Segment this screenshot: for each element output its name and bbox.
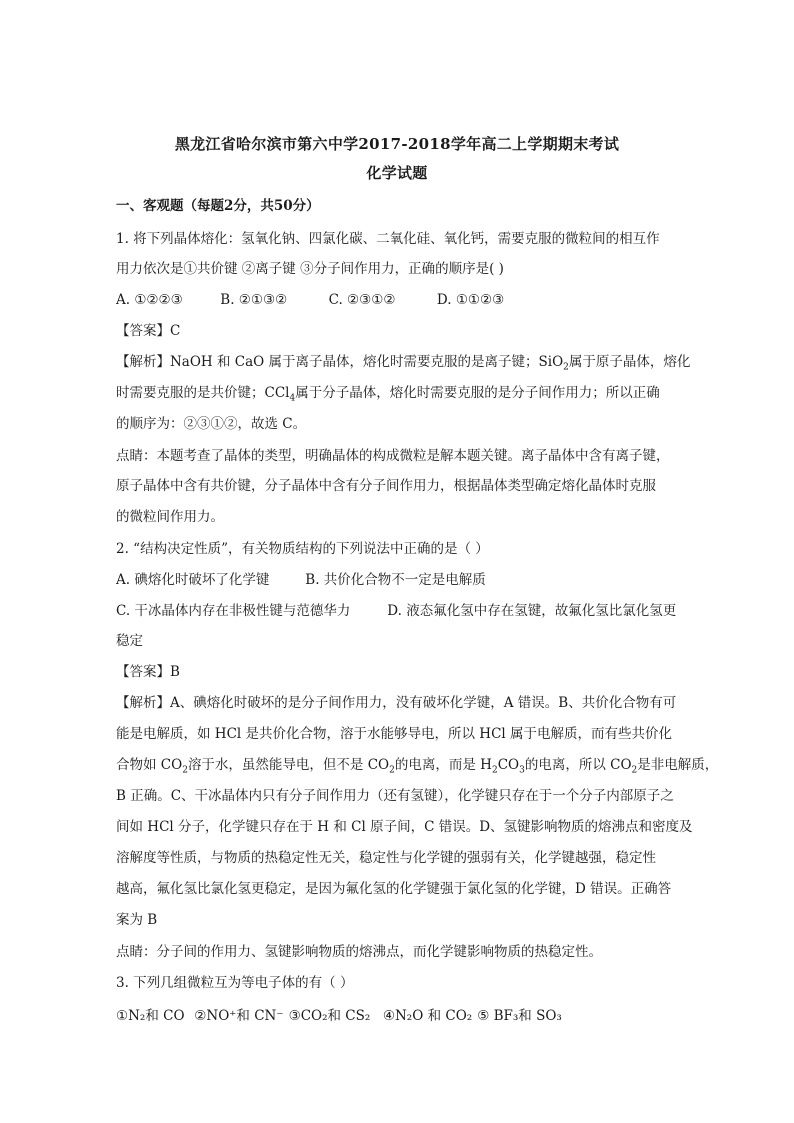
section-heading: 一、客观题（每题2分，共50分） xyxy=(116,198,320,214)
q1-stem-line-1: 1. 将下列晶体熔化：氢氧化钠、四氯化碳、二氧化硅、氧化钙，需要克服的微粒间的相互作 xyxy=(116,231,660,247)
q2-options-cd xyxy=(116,601,688,623)
q1-note-line-1: 点睛：本题考查了晶体的类型，明确晶体的构成微粒是解本题关键。离子晶体中含有离子键， xyxy=(116,448,670,464)
q3-item-5: ⑤ BF₃和 SO₃ xyxy=(477,1008,562,1024)
q1-note-line-2: 原子晶体中含有共价键，分子晶体中含有分子间作用力，根据晶体类型确定熔化晶体时克服 xyxy=(116,478,656,494)
q2-analysis-line-8: 案为 B xyxy=(116,912,158,928)
q2-analysis-line-2: 能是电解质，如 HCl 是共价化合物，溶于水能够导电，所以 HCl 属于电解质，而有些共价化 xyxy=(116,726,673,742)
q1-option-c: C. ②③①② xyxy=(328,292,396,308)
q1-analysis-line-3: 的顺序为：②③①②，故选 C。 xyxy=(116,416,307,432)
q3-item-1: ①N₂和 CO xyxy=(116,1008,185,1024)
q2-analysis-line-7: 越高，氟化氢比氯化氢更稳定，是因为氟化氢的化学键强于氯化氢的化学键，D 错误。正确答 xyxy=(116,881,672,897)
q3-item-2: ②NO⁺和 CN⁻ xyxy=(194,1008,284,1024)
q2-answer: 【答案】B xyxy=(116,664,180,680)
q1-analysis-line-2: 时需要克服的是共价键；CCl$_4$属于分子晶体，熔化时需要克服的是分子间作用力；所以正确 xyxy=(116,385,660,404)
document-title: 黑龙江省哈尔滨市第六中学2017-2018学年高二上学期期末考试 xyxy=(174,135,620,153)
q2-stem: 2. “结构决定性质”，有关物质结构的下列说法中正确的是（ ） xyxy=(116,541,489,557)
q3-item-4: ④N₂O 和 CO₂ xyxy=(382,1008,473,1024)
q2-options-ab xyxy=(116,570,688,592)
document-subtitle: 化学试题 xyxy=(366,164,428,182)
q1-stem-line-2: 用力依次是①共价键 ②离子键 ③分子间作用力，正确的顺序是( ) xyxy=(116,261,504,277)
q2-option-a: A. 碘熔化时破坏了化学键 xyxy=(116,572,270,588)
q1-analysis-line-1: 【解析】NaOH 和 CaO 属于离子晶体，熔化时需要克服的是离子键；SiO$_2$属于原子晶体，熔化 xyxy=(116,354,691,373)
q2-analysis-line-1: 【解析】A、碘熔化时破坏的是分子间作用力，没有破坏化学键，A 错误。B、共价化合物有可 xyxy=(116,695,677,711)
q1-option-d: D. ①①②③ xyxy=(436,292,505,308)
q3-stem: 3. 下列几组微粒互为等电子体的有（ ） xyxy=(116,975,354,991)
q2-analysis-line-4: B 正确。C、干冰晶体内只有分子间作用力（还有氢键），化学键只存在于一个分子内部原子之 xyxy=(116,788,674,804)
q2-option-b: B. 共价化合物不一定是电解质 xyxy=(305,572,486,588)
q1-option-a: A. ①②②③ xyxy=(116,292,183,308)
q2-option-d: D. 液态氟化氢中存在氢键，故氟化氢比氯化氢更 xyxy=(387,603,677,619)
q1-options xyxy=(116,290,688,312)
q3-items xyxy=(116,1006,688,1028)
q2-option-c: C. 干冰晶体内存在非极性键与范德华力 xyxy=(116,603,351,619)
q2-option-d-cont: 稳定 xyxy=(116,633,143,649)
q2-analysis-line-5: 间如 HCl 分子，化学键只存在于 H 和 Cl 原子间，C 错误。D、氢键影响物质的熔沸点和密度及 xyxy=(116,819,693,835)
q2-analysis-line-3: 合物如 $CO_2$溶于水，虽然能导电，但不是 $CO_2$的电离，而是 $H_2CO_3$的电离，所以 $CO_2$是非电解质， xyxy=(116,757,719,776)
q3-item-3: ③CO₂和 CS₂ xyxy=(288,1008,371,1024)
q2-note: 点睛：分子间的作用力、氢键影响物质的熔沸点，而化学键影响物质的热稳定性。 xyxy=(116,944,602,960)
q1-option-b: B. ②①③② xyxy=(220,292,288,308)
q2-analysis-line-6: 溶解度等性质，与物质的热稳定性无关，稳定性与化学键的强弱有关，化学键越强，稳定性 xyxy=(116,850,656,866)
q1-note-line-3: 的微粒间作用力。 xyxy=(116,509,224,525)
q1-answer: 【答案】C xyxy=(116,323,181,339)
